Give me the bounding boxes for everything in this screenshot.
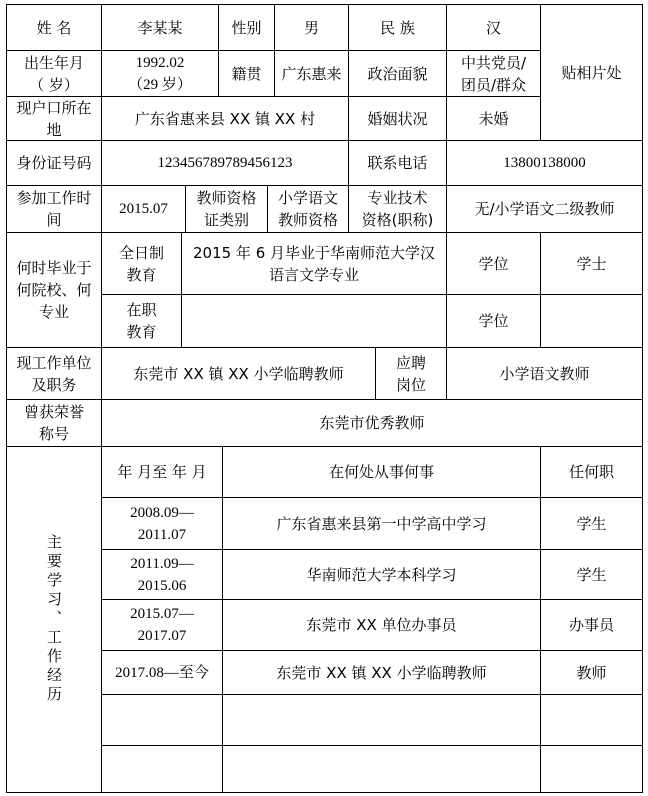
history-position: 学生 <box>540 549 643 600</box>
history-position: 教师 <box>540 650 643 695</box>
hukou-value: 广东省惠来县 XX 镇 XX 村 <box>101 96 349 141</box>
history-header-position: 任何职 <box>540 446 643 498</box>
photo-placeholder: 贴相片处 <box>540 4 643 141</box>
history-position: 学生 <box>540 497 643 550</box>
history-activity: 华南师范大学本科学习 <box>222 549 541 600</box>
honor-label: 曾获荣誉 称号 <box>6 399 102 447</box>
history-header-period: 年 月至 年 月 <box>101 446 223 498</box>
history-activity: 东莞市 XX 镇 XX 小学临聘教师 <box>222 650 541 695</box>
political-value: 中共党员/ 团员/群众 <box>446 50 541 97</box>
history-label: 主要学习、工作经历 <box>6 446 102 793</box>
degree-value: 学士 <box>540 232 643 295</box>
birth-label: 出生年月 （ 岁） <box>6 50 102 97</box>
gender-label: 性别 <box>218 4 275 51</box>
hukou-label: 现户口所在 地 <box>6 96 102 141</box>
degree-label: 学位 <box>446 232 541 295</box>
history-period <box>101 745 223 793</box>
degree-value <box>540 294 643 348</box>
work-start-value: 2015.07 <box>101 185 186 233</box>
history-activity <box>222 745 541 793</box>
native-value: 广东惠来 <box>274 50 349 97</box>
political-label: 政治面貌 <box>348 50 447 97</box>
birth-value: 1992.02 （29 岁） <box>101 50 219 97</box>
history-period: 2011.09— 2015.06 <box>101 549 223 600</box>
cert-type-value: 小学语文 教师资格 <box>267 185 349 233</box>
id-label: 身份证号码 <box>6 140 102 186</box>
history-position <box>540 745 643 793</box>
id-value: 123456789789456123 <box>101 140 349 186</box>
title-label: 专业技术 资格(职称) <box>348 185 447 233</box>
history-activity: 广东省惠来县第一中学高中学习 <box>222 497 541 550</box>
history-position: 办事员 <box>540 599 643 651</box>
name-value: 李某某 <box>101 4 219 51</box>
graduation-label: 何时毕业于 何院校、何 专业 <box>6 232 102 348</box>
parttime-value <box>181 294 447 348</box>
degree-label: 学位 <box>446 294 541 348</box>
marital-label: 婚姻状况 <box>348 96 447 141</box>
parttime-label: 在职 教育 <box>101 294 182 348</box>
apply-value: 小学语文教师 <box>446 347 643 400</box>
history-header-activity: 在何处从事何事 <box>222 446 541 498</box>
ethnicity-label: 民 族 <box>348 4 447 51</box>
history-activity <box>222 694 541 746</box>
fulltime-label: 全日制 教育 <box>101 232 182 295</box>
gender-value: 男 <box>274 4 349 51</box>
name-label: 姓 名 <box>6 4 102 51</box>
title-value: 无/小学语文二级教师 <box>446 185 643 233</box>
history-position <box>540 694 643 746</box>
history-activity: 东莞市 XX 单位办事员 <box>222 599 541 651</box>
phone-label: 联系电话 <box>348 140 447 186</box>
ethnicity-value: 汉 <box>446 4 541 51</box>
unit-label: 现工作单位 及职务 <box>6 347 102 400</box>
marital-value: 未婚 <box>446 96 541 141</box>
fulltime-value: 2015 年 6 月毕业于华南师范大学汉 语言文学专业 <box>181 232 447 295</box>
unit-value: 东莞市 XX 镇 XX 小学临聘教师 <box>101 347 376 400</box>
honor-value: 东莞市优秀教师 <box>101 399 643 447</box>
history-period <box>101 694 223 746</box>
history-period: 2008.09— 2011.07 <box>101 497 223 550</box>
native-label: 籍贯 <box>218 50 275 97</box>
apply-label: 应聘 岗位 <box>375 347 447 400</box>
cert-type-label: 教师资格 证类别 <box>185 185 268 233</box>
history-period: 2015.07— 2017.07 <box>101 599 223 651</box>
work-start-label: 参加工作时 间 <box>6 185 102 233</box>
history-period: 2017.08—至今 <box>101 650 223 695</box>
phone-value: 13800138000 <box>446 140 643 186</box>
